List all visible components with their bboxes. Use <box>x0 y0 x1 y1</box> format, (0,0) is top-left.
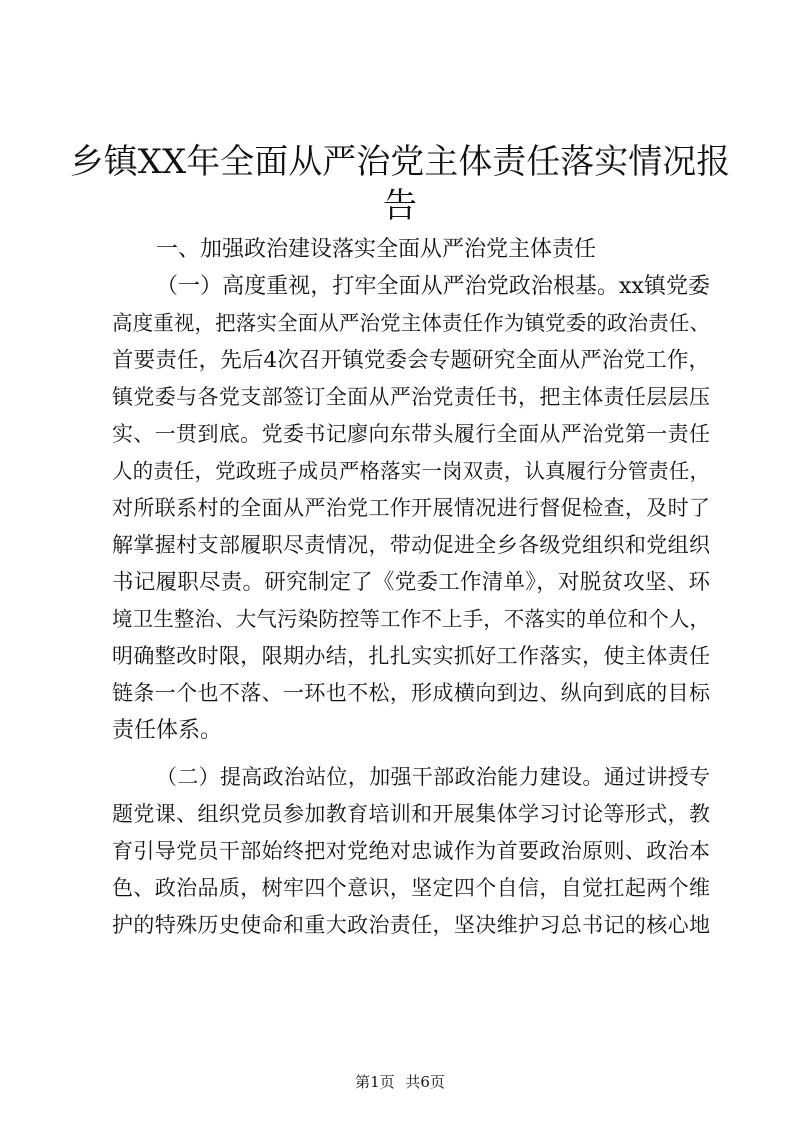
paragraph-line: 解掌握村支部履职尽责情况，带动促进全乡各级党组织和党组织 <box>112 533 710 557</box>
title-line-2: 告 <box>383 186 417 226</box>
paragraph-2 <box>112 759 710 944</box>
title-line-1: 乡镇XX年全面从严治党主体责任落实情况报 <box>69 142 731 182</box>
page-total: 共6页 <box>405 1073 445 1091</box>
section-heading: 一、加强政治建设落实全面从严治党主体责任 <box>156 237 597 262</box>
paragraph-line: 首要责任，先后4次召开镇党委会专题研究全面从严治党工作， <box>112 348 710 373</box>
paragraph-gap <box>112 749 710 759</box>
paragraph-line: 书记履职尽责。研究制定了《党委工作清单》，对脱贫攻坚、环 <box>112 570 710 595</box>
paragraph-line: 色、政治品质，树牢四个意识，坚定四个自信，自觉扛起两个维 <box>112 876 710 900</box>
paragraph-1 <box>112 268 710 749</box>
paragraph-line: 育引导党员干部始终把对党绝对忠诚作为首要政治原则、政治本 <box>112 839 710 863</box>
paragraph-line: 护的特殊历史使命和重大政治责任，坚决维护习总书记的核心地 <box>112 913 710 937</box>
paragraph-line: （一）高度重视，打牢全面从严治党政治根基。xx镇党委 <box>156 274 710 299</box>
paragraph-line: 境卫生整治、大气污染防控等工作不上手，不落实的单位和个人， <box>112 607 710 631</box>
page-number: 第1页 <box>355 1073 395 1091</box>
paragraph-line: 链条一个也不落、一环也不松，形成横向到边、纵向到底的目标 <box>112 681 710 705</box>
paragraph-line: （二）提高政治站位，加强干部政治能力建设。通过讲授专 <box>156 765 710 789</box>
paragraph-line: 责任体系。 <box>112 718 223 743</box>
paragraph-line: 对所联系村的全面从严治党工作开展情况进行督促检查，及时了 <box>112 496 710 520</box>
document-body <box>112 231 710 944</box>
paragraph-line: 镇党委与各党支部签订全面从严治党责任书，把主体责任层层压 <box>112 385 710 409</box>
paragraph-line: 人的责任，党政班子成员严格落实一岗双责，认真履行分管责任， <box>112 459 710 483</box>
page-footer <box>0 1072 800 1092</box>
paragraph-line: 实、一贯到底。党委书记廖向东带头履行全面从严治党第一责任 <box>112 422 710 446</box>
paragraph-line: 高度重视，把落实全面从严治党主体责任作为镇党委的政治责任、 <box>112 311 710 335</box>
document-title <box>0 140 800 228</box>
paragraph-line: 题党课、组织党员参加教育培训和开展集体学习讨论等形式，教 <box>112 802 710 826</box>
paragraph-line: 明确整改时限，限期办结，扎扎实实抓好工作落实，使主体责任 <box>112 644 710 668</box>
